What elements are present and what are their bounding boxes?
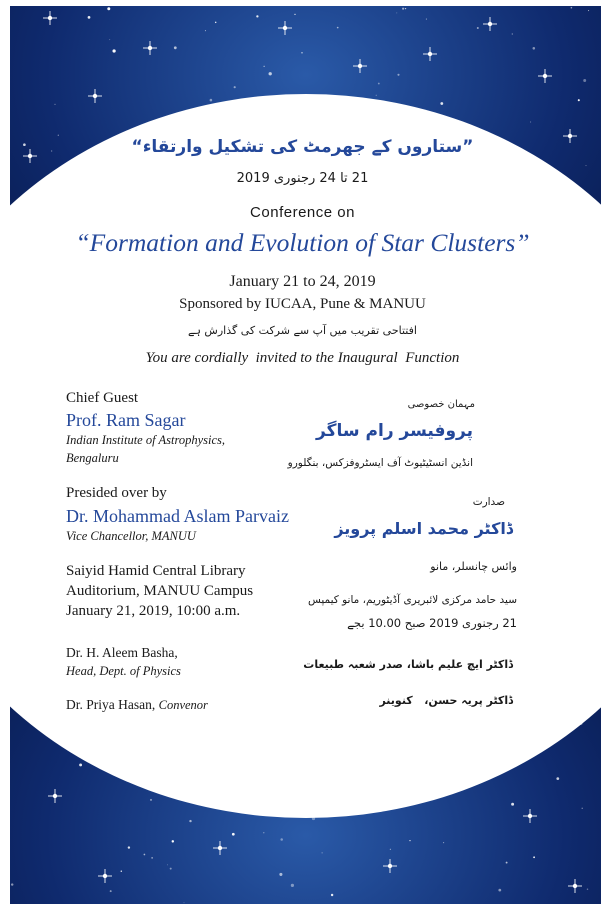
event-datetime: January 21, 2019, 10:00 a.m. [66,603,241,619]
star [11,883,13,885]
star [109,39,110,40]
urdu-title: ”ستاروں کے جھرمٹ کی تشکیل وارتقاء“ [131,137,474,157]
star [376,95,377,96]
star [583,79,586,82]
star [184,902,185,903]
star [234,86,236,88]
head-physics-title: Head, Dept. of Physics [66,664,181,678]
star [582,808,583,809]
star [506,862,508,864]
star [337,27,339,29]
star [585,165,586,166]
star [291,884,294,887]
star [301,52,303,54]
star [390,849,391,850]
chief-guest-affiliation: Indian Institute of Astrophysics, [66,433,226,447]
urdu-presided-name: ڈاکٹر محمد اسلم پرویز [334,519,513,538]
star [107,7,110,10]
star [588,10,589,11]
star [128,846,130,848]
urdu-chief-guest-name: پروفیسر رام ساگر [316,421,473,441]
presided-name: Dr. Mohammad Aslam Parvaiz [66,506,289,526]
star [443,842,444,843]
star [205,30,206,31]
star [150,799,152,801]
venue-line-2: Auditorium, MANUU Campus [66,583,254,599]
star [402,8,404,10]
star [530,121,531,122]
star [151,857,152,858]
star [533,47,536,50]
star [121,870,122,871]
star [280,838,283,841]
star [409,840,410,841]
star [112,49,115,52]
chief-guest-city: Bengaluru [66,451,119,465]
head-physics-name: Dr. H. Aleem Basha, [66,645,178,660]
star [512,34,513,35]
conference-label: Conference on [250,204,355,221]
star [556,777,559,780]
sponsors: Sponsored by IUCAA, Pune & MANUU [179,296,426,312]
star [110,890,112,892]
star [426,19,427,20]
urdu-dates: 21 تا 24 رجنوری 2019 [236,171,369,186]
star [172,840,174,842]
presided-title: Vice Chancellor, MANUU [66,529,196,543]
urdu-invitation: افتتاحی تقریب میں آپ سے شرکت کی گذارش ہے [188,324,417,337]
convenor-name: Dr. Priya Hasan, [66,697,156,712]
star [256,15,258,17]
star [405,8,406,9]
chief-guest-label: Chief Guest [66,390,139,406]
star [215,22,216,23]
star [396,12,397,13]
star [269,72,272,75]
star [88,16,91,19]
star [144,854,146,856]
star [331,894,333,896]
star [397,74,399,76]
urdu-convenor: ڈاکٹر پریہ حسن، کنوینر [379,694,513,707]
conference-title: “Formation and Evolution of Star Clusters” [75,228,530,257]
urdu-head-physics: ڈاکٹر ایچ علیم باشا، صدر شعبہ طبیعات [303,658,513,671]
star [378,83,380,85]
star [440,102,443,105]
chief-guest-name: Prof. Ram Sagar [66,410,186,430]
venue-line-1: Saiyid Hamid Central Library [66,563,246,579]
invitation-line: You are cordially invited to the Inaugural Function [145,350,460,366]
star [174,46,177,49]
star [264,66,265,67]
urdu-venue: سید حامد مرکزی لائبریری آڈیٹوریم، مانو کیمپس [307,594,517,606]
convenor-title: Convenor [158,698,208,712]
star [279,873,282,876]
star [79,763,82,766]
urdu-datetime: 21 رجنوری 2019 صبح 10.00 بجے [347,616,517,630]
star [498,889,501,892]
star [189,820,191,822]
star [322,852,323,853]
star [477,27,479,29]
urdu-presided-label: صدارت [472,496,505,508]
star [533,856,535,858]
presided-label: Presided over by [66,485,167,501]
star [167,864,168,865]
star [263,832,264,833]
convenor-line [66,697,208,713]
star [210,99,213,102]
urdu-chief-guest-affiliation: انڈین انسٹیٹیوٹ آف ایسٹروفزکس، بنگلورو [287,457,473,469]
urdu-presided-title: وائس چانسلر، مانو [430,560,517,573]
star [294,14,295,15]
star [170,868,172,870]
urdu-chief-guest-label: مہمان خصوصی [407,399,475,410]
star [571,7,573,9]
star [232,833,235,836]
star [511,803,514,806]
conference-dates: January 21 to 24, 2019 [229,273,376,290]
star [54,104,55,105]
star [587,889,588,890]
star [578,99,580,101]
